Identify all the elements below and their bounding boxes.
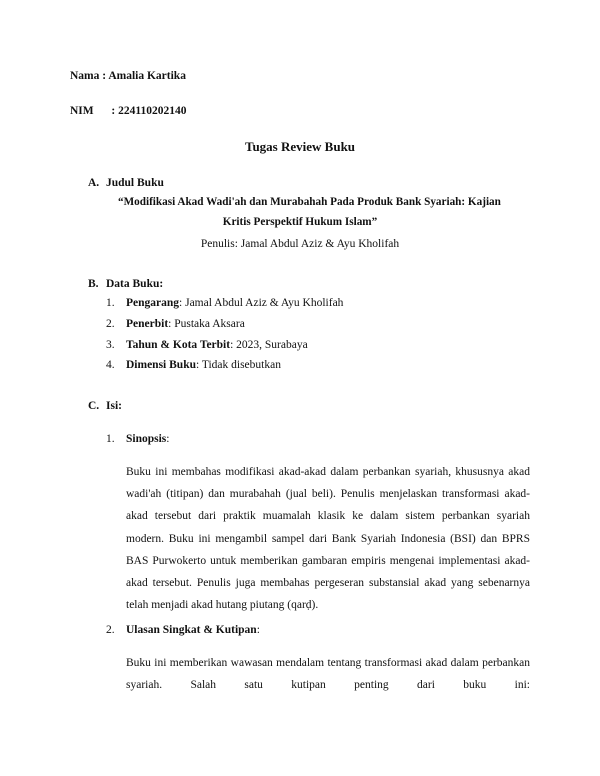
data-item-num: 3. bbox=[106, 339, 115, 351]
section-b-heading: Data Buku: bbox=[106, 278, 164, 290]
sinopsis-line: modern. Buku ini mengambil sampel dari Bank Syariah Indonesia (BSI) dan BPRS bbox=[126, 532, 530, 545]
sinopsis-line: akad tersebut dari praktik muamalah klasik ke dalam sistem perbankan syariah bbox=[126, 510, 530, 523]
sinopsis-line: BAS Purwokerto untuk memberikan gambaran empiris mengenai implementasi akad- bbox=[126, 554, 530, 567]
ulasan-paragraph bbox=[126, 652, 530, 696]
nama-label: Nama bbox=[70, 70, 100, 82]
data-item-num: 4. bbox=[106, 359, 115, 371]
sinopsis-colon: : bbox=[166, 433, 170, 445]
book-title-line-2: Kritis Perspektif Hukum Islam” bbox=[222, 216, 378, 228]
data-item-label: Penerbit bbox=[126, 318, 169, 330]
section-a-heading: Judul Buku bbox=[106, 177, 164, 189]
nama-value: : Amalia Kartika bbox=[102, 70, 186, 82]
section-c-heading: Isi: bbox=[106, 400, 122, 412]
nama-row bbox=[70, 70, 186, 82]
data-item-label: Tahun & Kota Terbit bbox=[126, 339, 231, 351]
ulasan-line: Buku ini memberikan wawasan mendalam tentang transformasi akad dalam perbankan bbox=[126, 657, 530, 669]
ulasan-line: syariah. Salah satu kutipan penting dari buku ini: bbox=[126, 679, 530, 692]
section-a-letter: A. bbox=[88, 177, 100, 189]
sinopsis-line: akad tersebut. Penulis juga membahas pergeseran substansial akad yang sebenarnya bbox=[126, 576, 530, 589]
ulasan-label: Ulasan Singkat & Kutipan bbox=[126, 624, 257, 636]
nim-label: NIM bbox=[70, 105, 94, 117]
nim-value: : 224110202140 bbox=[111, 105, 187, 117]
data-item-value: : Jamal Abdul Aziz & Ayu Kholifah bbox=[179, 297, 344, 309]
sinopsis-paragraph bbox=[126, 461, 530, 616]
data-item-value: : Tidak disebutkan bbox=[195, 359, 281, 371]
data-item bbox=[126, 297, 343, 309]
sinopsis-line: Buku ini membahas modifikasi akad-akad dalam perbankan syariah, khususnya akad bbox=[126, 466, 530, 478]
book-title-line-1: “Modifikasi Akad Wadi'ah dan Murabahah Pada Produk Bank Syariah: Kajian bbox=[118, 196, 501, 208]
ulasan-colon: : bbox=[256, 624, 260, 636]
sinopsis-heading bbox=[126, 433, 169, 445]
sinopsis-line: telah menjadi akad hutang piutang (qarḍ). bbox=[126, 599, 319, 612]
nim-row bbox=[70, 105, 186, 117]
section-c-letter: C. bbox=[88, 400, 100, 412]
data-item bbox=[126, 318, 245, 330]
ulasan-num: 2. bbox=[106, 624, 115, 636]
data-item-num: 1. bbox=[106, 297, 115, 309]
data-item-value: : Pustaka Aksara bbox=[168, 318, 245, 330]
data-item bbox=[126, 339, 308, 351]
sinopsis-num: 1. bbox=[106, 433, 115, 445]
data-item-num: 2. bbox=[106, 318, 115, 330]
data-item-value: : 2023, Surabaya bbox=[230, 339, 308, 351]
sinopsis-label: Sinopsis bbox=[126, 433, 167, 445]
page-title: Tugas Review Buku bbox=[244, 139, 356, 154]
data-item bbox=[126, 359, 281, 371]
data-item-label: Dimensi Buku bbox=[126, 359, 196, 371]
ulasan-heading bbox=[126, 624, 260, 636]
section-b-letter: B. bbox=[88, 278, 99, 290]
book-author: Penulis: Jamal Abdul Aziz & Ayu Kholifah bbox=[200, 238, 400, 250]
data-item-label: Pengarang bbox=[126, 297, 180, 309]
sinopsis-line: wadi'ah (titipan) dan murabahah (jual beli). Penulis menjelaskan transformasi akad- bbox=[126, 488, 530, 501]
